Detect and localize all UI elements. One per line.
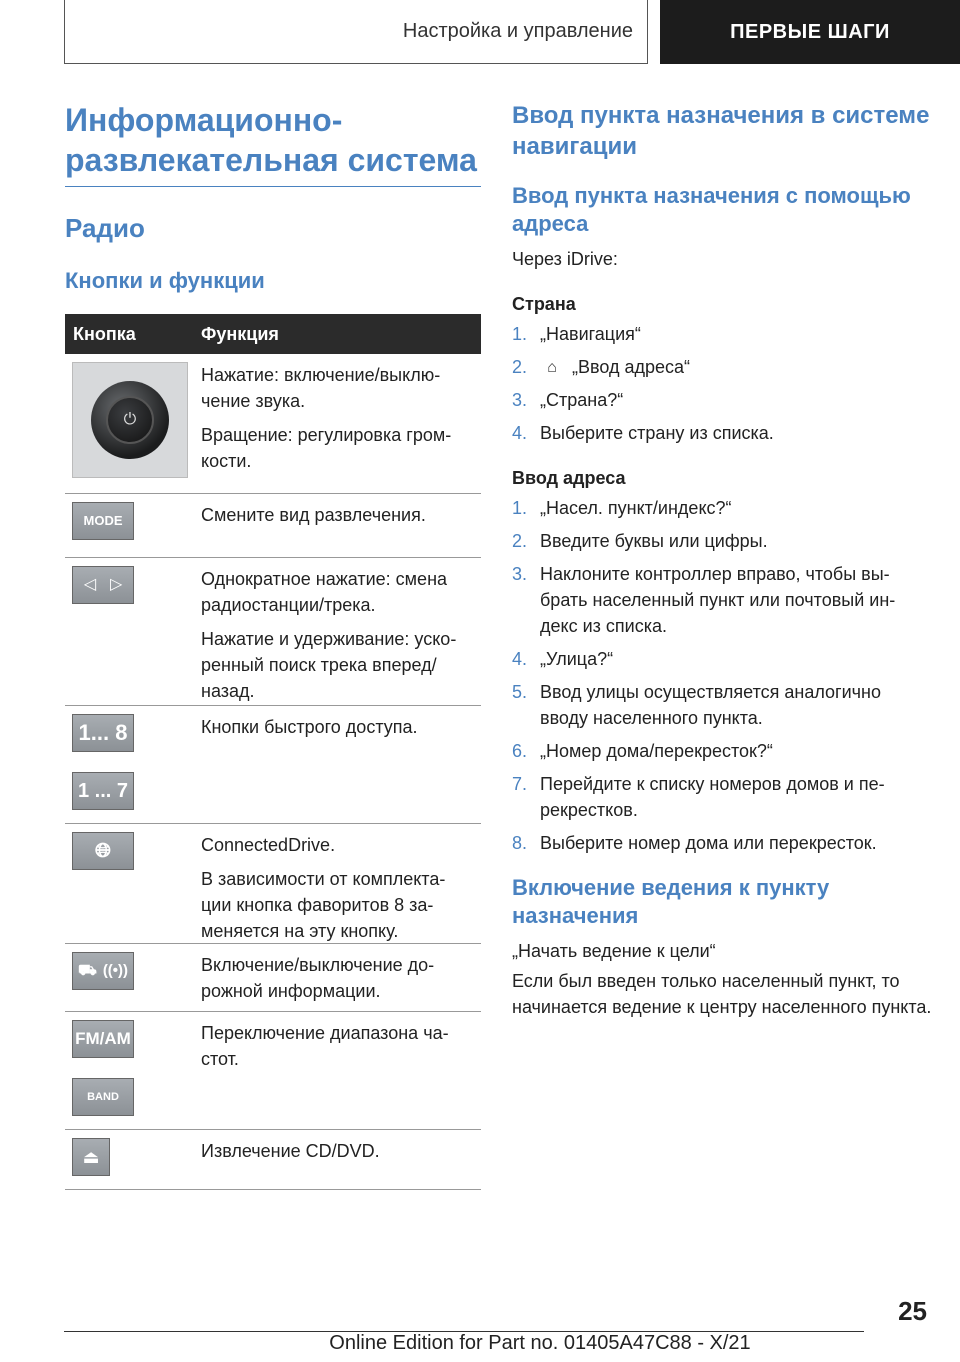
start-guidance-note: Если был введен только населенный пункт, то начинается ведение к центру населенного пункта. — [512, 971, 932, 1017]
function-text: Нажатие и удерживание: уско-ренный поиск трека вперед/назад. — [201, 629, 457, 701]
list-item: 4. „Улица?“ — [512, 649, 614, 669]
start-guidance-menu: „Начать ведение к цели“ — [512, 941, 716, 961]
column-header-function: Функция — [201, 324, 279, 344]
table-row — [65, 706, 481, 824]
function-text: Однократное нажатие: смена радиостанции/трека. — [201, 569, 448, 615]
country-steps — [512, 321, 932, 446]
address-entry-icon: ⌂ — [547, 359, 557, 377]
list-item: 5. Ввод улицы осуществляется аналогично вводу населенного пункта. — [512, 682, 881, 728]
column-header-button: Кнопка — [73, 324, 136, 344]
section-title: Радио — [65, 213, 145, 243]
list-item: 2. ⌂ „Ввод адреса“ — [512, 354, 932, 380]
function-text: Нажатие: включение/выклю-чение звука. — [201, 365, 441, 411]
function-text: Переключение диапазона ча-стот. — [201, 1023, 449, 1069]
table-row — [65, 944, 481, 1012]
connecteddrive-icon: 🌐︎ — [72, 832, 134, 870]
favorites-1-7-icon: 1 ... 7 — [72, 772, 134, 810]
function-text: ConnectedDrive. — [201, 835, 336, 855]
page-number: 25 — [898, 1296, 927, 1326]
table-header — [65, 314, 481, 354]
table-row — [65, 494, 481, 558]
list-item: 4. Выберите страну из списка. — [512, 423, 774, 443]
address-label: Ввод адреса — [512, 468, 626, 488]
header-chapter-label: ПЕРВЫЕ ШАГИ — [660, 0, 960, 64]
function-text: Вращение: регулировка гром-кости. — [201, 425, 452, 471]
function-text: Включение/выключение до-рожной информации. — [201, 955, 435, 1001]
list-item: 3. „Страна?“ — [512, 390, 624, 410]
start-guidance-title: Включение ведения к пункту назначения — [512, 875, 830, 928]
prev-next-arrows-icon: ◁ ▷ — [72, 566, 134, 604]
country-label: Страна — [512, 294, 576, 314]
band-buttons-icon — [65, 1020, 193, 1119]
eject-icon: ⏏ — [72, 1138, 110, 1176]
subsection-title: Кнопки и функции — [65, 268, 265, 293]
list-item: 1. „Насел. пункт/индекс?“ — [512, 498, 732, 518]
mode-button-icon: MODE — [72, 502, 134, 540]
volume-knob-icon: ⏻ — [72, 362, 188, 478]
left-column — [65, 100, 481, 1190]
right-column — [512, 100, 932, 1020]
function-text: Извлечение CD/DVD. — [201, 1141, 380, 1161]
function-text: Смените вид развлечения. — [201, 505, 426, 525]
list-item: 8. Выберите номер дома или перекресток. — [512, 833, 877, 853]
header-section-label: Настройка и управление — [64, 0, 648, 64]
buttons-table — [65, 314, 481, 1190]
band-icon: BAND — [72, 1078, 134, 1116]
edition-footer: Online Edition for Part no. 01405A47C88 - X/21 — [329, 1332, 751, 1354]
address-steps — [512, 495, 932, 856]
traffic-info-icon: ⛟ ((•)) — [72, 952, 134, 990]
list-item: 2. Введите буквы или цифры. — [512, 531, 768, 551]
address-entry-title: Ввод пункта назначения с помощью адреса — [512, 183, 911, 236]
table-row — [65, 1130, 481, 1190]
list-item: 6. „Номер дома/перекресток?“ — [512, 741, 773, 761]
favorites-1-8-icon: 1... 8 — [72, 714, 134, 752]
table-row — [65, 824, 481, 944]
function-text: Кнопки быстрого доступа. — [201, 717, 418, 737]
function-text: В зависимости от комплекта-ции кнопка фаворитов 8 за-меняется на эту кнопку. — [201, 869, 446, 941]
list-item: 1. „Навигация“ — [512, 324, 641, 344]
fm-am-icon: FM/AM — [72, 1020, 134, 1058]
table-row — [65, 1012, 481, 1130]
page-title: Информационно-развлекательная система — [65, 100, 481, 187]
favorites-buttons-icon — [65, 714, 193, 813]
table-row — [65, 354, 481, 494]
via-idrive-text: Через iDrive: — [512, 249, 618, 269]
list-item: 7. Перейдите к списку номеров домов и пе-рекрестков. — [512, 774, 885, 820]
list-item: 3. Наклоните контроллер вправо, чтобы вы-брать населенный пункт или почтовый ин-декс из списка. — [512, 564, 896, 636]
navigation-title: Ввод пункта назначения в системе навигации — [512, 102, 930, 160]
table-row — [65, 558, 481, 706]
